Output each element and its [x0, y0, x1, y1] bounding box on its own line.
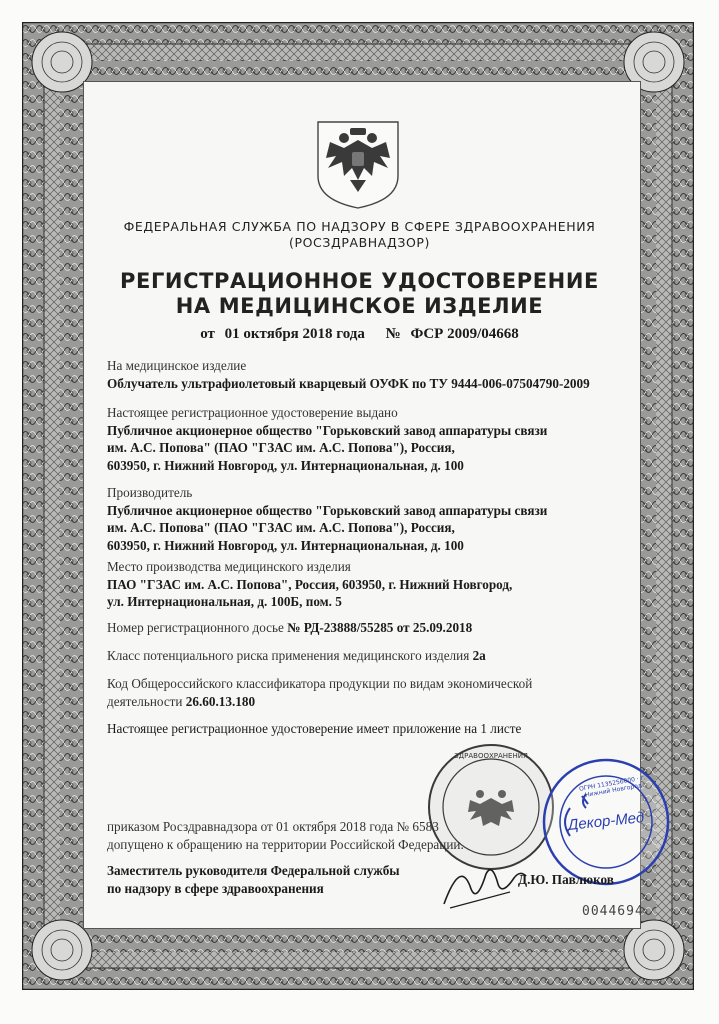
okp-label-cont: деятельности: [107, 693, 183, 709]
certificate-number: ФСР 2009/04668: [410, 326, 519, 342]
manufacturer-line-3: 603950, г. Нижний Новгород, ул. Интернациональная, д. 100: [107, 537, 464, 553]
signer-name: Д.Ю. Павлюков: [518, 872, 614, 887]
risk-class-line: [107, 647, 627, 665]
issue-date: 01 октября 2018 года: [224, 326, 365, 342]
order-line-2: допущено к обращению на территории Российской Федерации.: [107, 836, 464, 852]
device-section: [107, 357, 627, 392]
manufacturer-line-2: им. А.С. Попова" (ПАО "ГЗАС им. А.С. Попова"), Россия,: [107, 520, 455, 535]
okp-section: [107, 675, 627, 710]
handwritten-signature: [440, 856, 530, 912]
document-subtitle: НА МЕДИЦИНСКОЕ ИЗДЕЛИЕ: [175, 294, 544, 318]
device-label: На медицинское изделие: [107, 358, 247, 373]
signer-title-line-1: Заместитель руководителя Федеральной службы: [107, 863, 400, 878]
holder-line-3: 603950, г. Нижний Новгород, ул. Интернациональная, д. 100: [107, 457, 464, 473]
signer-title: [107, 862, 437, 897]
manufacturer-section: [107, 484, 627, 554]
dossier-number: № РД-23888/55285 от 25.09.2018: [287, 620, 473, 635]
agency-abbreviation: (РОСЗДРАВНАДЗОР): [288, 235, 430, 250]
agency-name: ФЕДЕРАЛЬНАЯ СЛУЖБА ПО НАДЗОРУ В СФЕРЕ ЗДРАВООХРАНЕНИЯ: [123, 219, 596, 234]
risk-class-label: Класс потенциального риска применения медицинского изделия: [107, 648, 470, 663]
holder-label: Настоящее регистрационное удостоверение выдано: [107, 405, 398, 420]
date-prefix: от: [200, 326, 215, 342]
okp-code: 26.60.13.180: [185, 693, 256, 709]
seal-ring-text: ЗДРАВООХРАНЕНИЯ: [454, 752, 528, 760]
production-section: [107, 558, 627, 611]
dossier-line: [107, 619, 627, 637]
form-serial-number: 0044694: [582, 904, 644, 919]
holder-section: [107, 404, 627, 474]
coat-of-arms-emblem: [314, 118, 402, 210]
holder-line-2: им. А.С. Попова" (ПАО "ГЗАС им. А.С. Попова"), Россия,: [107, 440, 455, 455]
dealer-stamp-name: Декор-Мед: [566, 809, 645, 834]
production-line-1: ПАО "ГЗАС им. А.С. Попова", Россия, 603950, г. Нижний Новгород,: [107, 576, 513, 592]
order-line-1: приказом Росздравнадзора от 01 октября 2018 года № 6583: [107, 819, 439, 834]
dealer-stamp-ring: ОГРН 1135256000 · г. Нижний Новгород: [578, 774, 647, 799]
manufacturer-label: Производитель: [107, 485, 193, 500]
appendix-line: Настоящее регистрационное удостоверение имеет приложение на 1 листе: [107, 721, 522, 736]
okp-label: Код Общероссийского классификатора продукции по видам экономической: [107, 676, 533, 691]
dossier-label: Номер регистрационного досье: [107, 620, 284, 635]
dealer-stamp: [540, 756, 672, 888]
order-section: [107, 818, 487, 853]
document-title: РЕГИСТРАЦИОННОЕ УДОСТОВЕРЕНИЕ: [120, 269, 599, 293]
holder-line-1: Публичное акционерное общество "Горьковский завод аппаратуры связи: [107, 422, 548, 438]
device-name: Облучатель ультрафиолетовый кварцевый ОУФК по ТУ 9444-006-07504790-2009: [107, 375, 590, 391]
production-line-2: ул. Интернациональная, д. 100Б, пом. 5: [107, 594, 342, 609]
manufacturer-line-1: Публичное акционерное общество "Горьковский завод аппаратуры связи: [107, 502, 548, 518]
risk-class-value: 2а: [472, 648, 486, 663]
number-sign: №: [385, 326, 401, 342]
signer-title-line-2: по надзору в сфере здравоохранения: [107, 880, 324, 896]
issue-date-line: [0, 326, 719, 343]
production-label: Место производства медицинского изделия: [107, 559, 351, 574]
